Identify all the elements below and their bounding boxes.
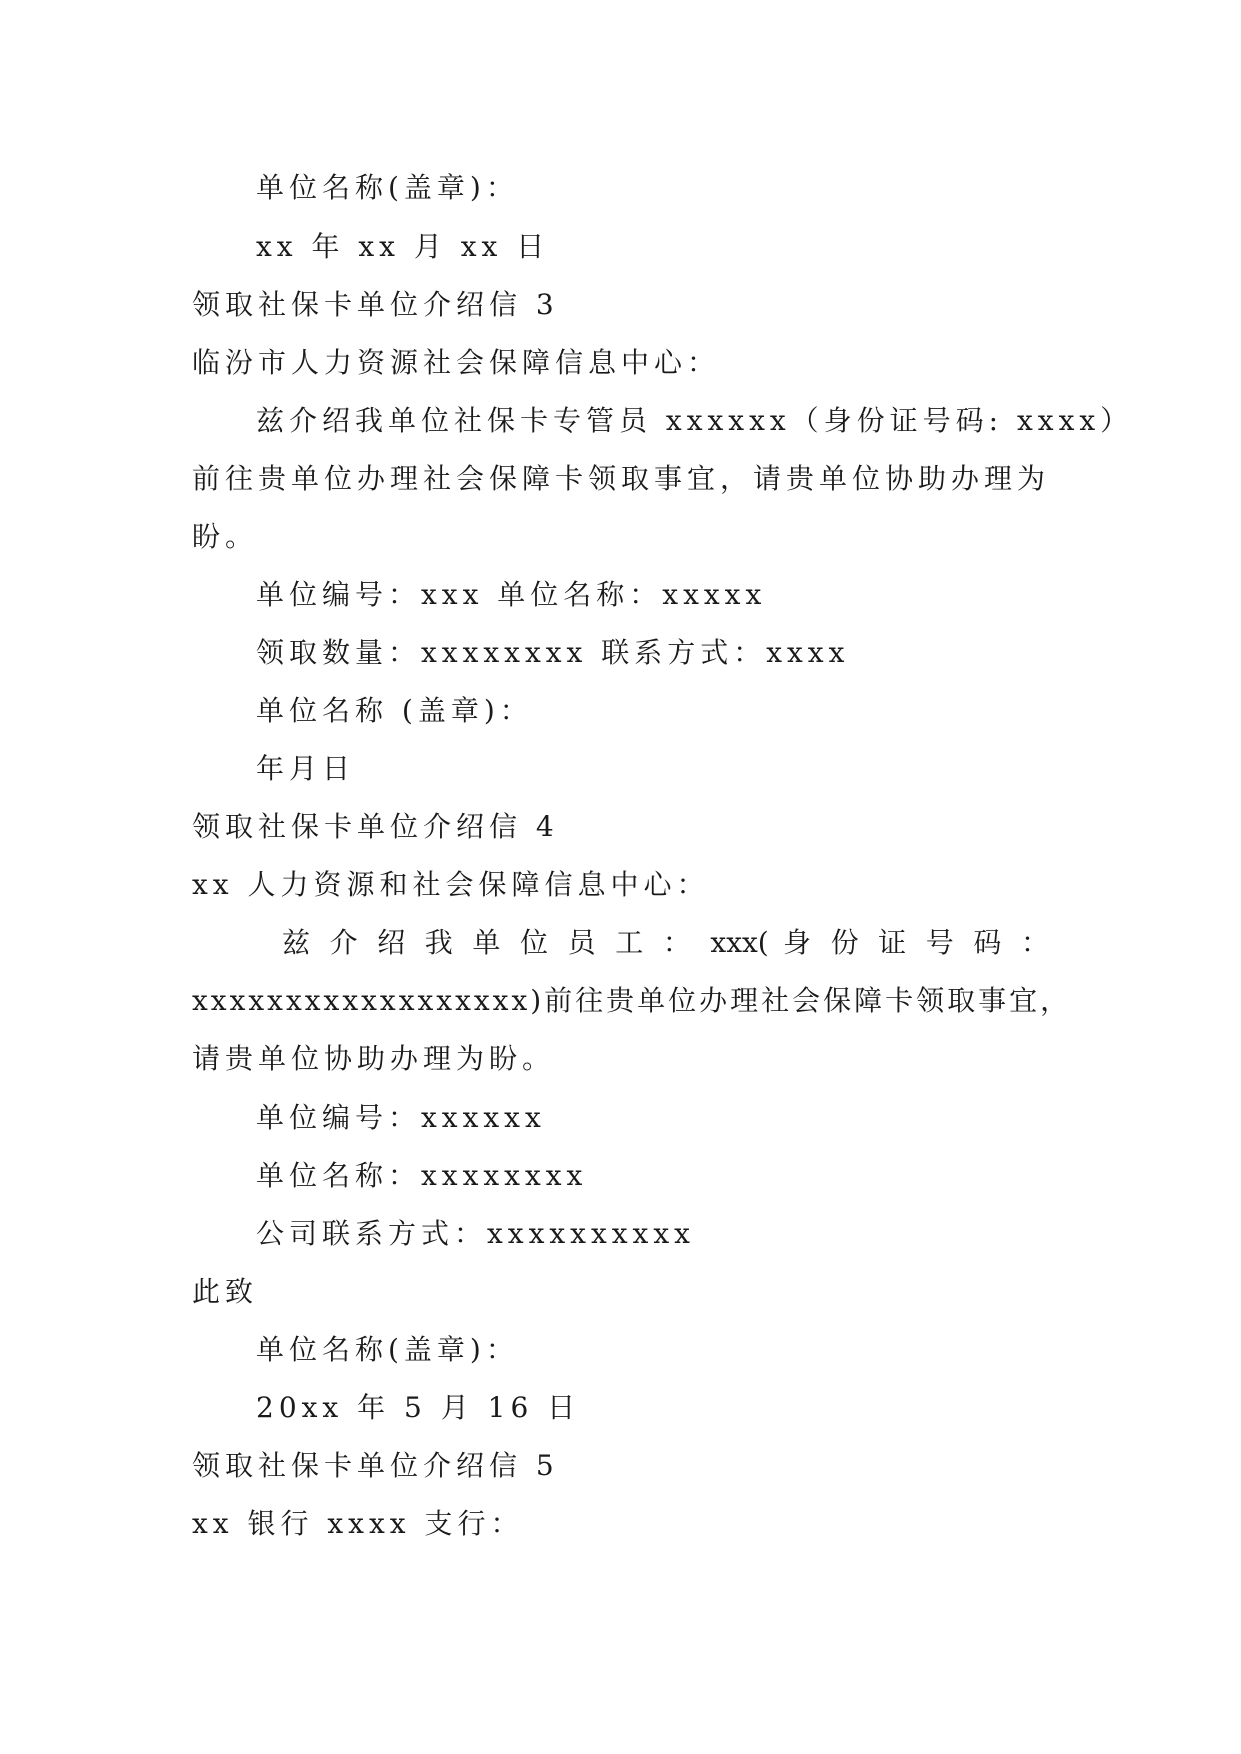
letter-4-company-contact: 公司联系方式：xxxxxxxxxx xyxy=(256,1217,695,1250)
letter-5-recipient: xx 银行 xxxx 支行： xyxy=(192,1507,524,1540)
letter-4-unit-name: 单位名称：xxxxxxxx xyxy=(256,1159,588,1192)
letter-4-body-line-3: 请贵单位协助办理为盼。 xyxy=(192,1042,556,1075)
date-line: xx 年 xx 月 xx 日 xyxy=(256,230,550,263)
letter-4-date: 20xx 年 5 月 16 日 xyxy=(256,1391,581,1424)
letter-4-body-line-1: 兹 介 绍 我 单 位 员 工 ： xxx( 身 份 证 号 码 ： xyxy=(282,926,1049,959)
letter-4-unit-number: 单位编号：xxxxxx xyxy=(256,1101,546,1134)
letter-3-body-line-3: 盼。 xyxy=(192,520,259,553)
letter-3-quantity-contact: 领取数量：xxxxxxxx 联系方式：xxxx xyxy=(256,636,850,669)
letter-5-title: 领取社保卡单位介绍信 5 xyxy=(192,1449,559,1482)
letter-4-seal-label: 单位名称(盖章)： xyxy=(256,1333,519,1366)
letter-3-date: 年月日 xyxy=(256,752,356,785)
seal-label: 单位名称(盖章)： xyxy=(256,171,519,204)
letter-3-seal-label: 单位名称 (盖章)： xyxy=(256,694,533,727)
letter-4-closing: 此致 xyxy=(192,1275,259,1308)
letter-3-title: 领取社保卡单位介绍信 3 xyxy=(192,288,559,321)
letter-3-body-line-1: 兹介绍我单位社保卡专管员 xxxxxx（身份证号码: xxxx） xyxy=(256,404,1134,437)
letter-4-recipient: xx 人力资源和社会保障信息中心： xyxy=(192,868,710,901)
letter-4-title: 领取社保卡单位介绍信 4 xyxy=(192,810,559,843)
letter-3-unit-info: 单位编号：xxx 单位名称：xxxxx xyxy=(256,578,767,611)
letter-3-body-line-2: 前往贵单位办理社会保障卡领取事宜，请贵单位协助办理为 xyxy=(192,462,1051,495)
letter-3-recipient: 临汾市人力资源社会保障信息中心： xyxy=(192,346,721,379)
letter-4-body-line-2: xxxxxxxxxxxxxxxxxx)前往贵单位办理社会保障卡领取事宜， xyxy=(192,984,1072,1017)
